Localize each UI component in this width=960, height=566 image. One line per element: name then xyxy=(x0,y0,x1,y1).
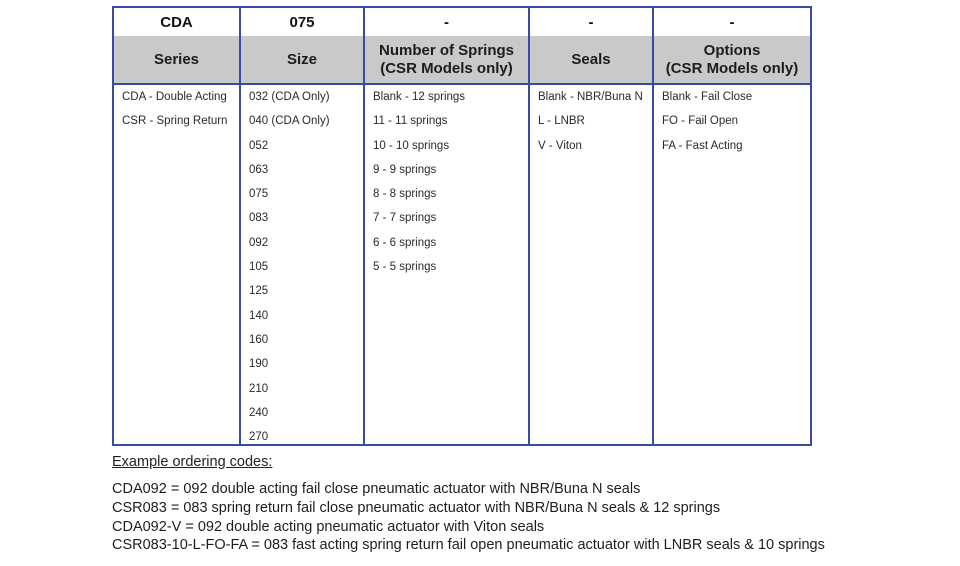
example-ordering-codes xyxy=(112,454,952,555)
header-size xyxy=(241,36,363,85)
column-seals xyxy=(528,8,652,444)
list-item: 125 xyxy=(249,285,269,298)
header-springs xyxy=(365,36,528,85)
list-item: Blank - NBR/Buna N xyxy=(538,91,643,103)
example-line: CSR083 = 083 spring return fail close pneumatic actuator with NBR/Buna N seals & 12 springs xyxy=(112,499,721,516)
list-item: V - Viton xyxy=(538,139,582,152)
seals-options-list xyxy=(530,85,652,158)
code-cell-options: - xyxy=(654,8,810,38)
list-item: Blank - Fail Close xyxy=(662,91,753,103)
list-item: CDA - Double Acting xyxy=(122,91,227,103)
example-line: CSR083-10-L-FO-FA = 083 fast acting spring return fail open pneumatic actuator with LNBR seals & 10 springs xyxy=(112,537,825,554)
list-item: 8 - 8 springs xyxy=(373,188,437,201)
code-cell-springs: - xyxy=(365,8,528,38)
column-options xyxy=(652,8,810,444)
list-item: 240 xyxy=(249,406,269,419)
examples-title: Example ordering codes: xyxy=(112,454,273,470)
ordering-code-table xyxy=(112,6,812,446)
header-seals xyxy=(530,36,652,85)
list-item: CSR - Spring Return xyxy=(122,115,228,128)
header-options-line1: Options xyxy=(703,41,761,59)
code-cell-series: CDA xyxy=(114,8,239,38)
code-cell-size: 075 xyxy=(241,8,363,38)
options-list xyxy=(654,85,810,158)
list-item: 075 xyxy=(249,188,269,201)
list-item: 11 - 11 springs xyxy=(373,115,448,128)
list-item: 092 xyxy=(249,236,269,249)
header-size-line1: Size xyxy=(286,50,317,68)
list-item: 052 xyxy=(249,139,269,152)
list-item: 105 xyxy=(249,261,269,274)
list-item: 063 xyxy=(249,163,269,176)
list-item: 160 xyxy=(249,333,269,346)
list-item: FA - Fast Acting xyxy=(662,139,743,152)
size-options-list xyxy=(241,85,363,449)
list-item: Blank - 12 springs xyxy=(373,91,466,103)
list-item: 5 - 5 springs xyxy=(373,261,437,274)
column-size xyxy=(239,8,363,444)
header-options-line2: (CSR Models only) xyxy=(665,59,799,77)
header-springs-line2: (CSR Models only) xyxy=(380,59,513,77)
series-options-list xyxy=(114,85,239,134)
example-line: CDA092-V = 092 double acting pneumatic actuator with Viton seals xyxy=(112,518,545,535)
header-seals-line1: Seals xyxy=(571,50,611,68)
list-item: 10 - 10 springs xyxy=(373,139,450,152)
header-springs-line1: Number of Springs xyxy=(378,41,514,59)
list-item: 032 (CDA Only) xyxy=(249,91,330,103)
header-options xyxy=(654,36,810,85)
column-series xyxy=(114,8,239,444)
code-cell-seals: - xyxy=(530,8,652,38)
list-item: 9 - 9 springs xyxy=(373,163,437,176)
list-item: 083 xyxy=(249,212,269,225)
list-item: 270 xyxy=(249,431,269,444)
list-item: FO - Fail Open xyxy=(662,115,739,128)
list-item: 040 (CDA Only) xyxy=(249,115,330,128)
list-item: L - LNBR xyxy=(538,115,585,128)
list-item: 210 xyxy=(249,382,269,395)
column-springs xyxy=(363,8,528,444)
header-series xyxy=(114,36,239,85)
example-line: CDA092 = 092 double acting fail close pneumatic actuator with NBR/Buna N seals xyxy=(112,481,641,497)
list-item: 6 - 6 springs xyxy=(373,236,437,249)
springs-options-list xyxy=(365,85,528,279)
list-item: 7 - 7 springs xyxy=(373,212,437,225)
list-item: 140 xyxy=(249,309,269,322)
list-item: 190 xyxy=(249,358,269,371)
header-series-line1: Series xyxy=(153,50,200,68)
